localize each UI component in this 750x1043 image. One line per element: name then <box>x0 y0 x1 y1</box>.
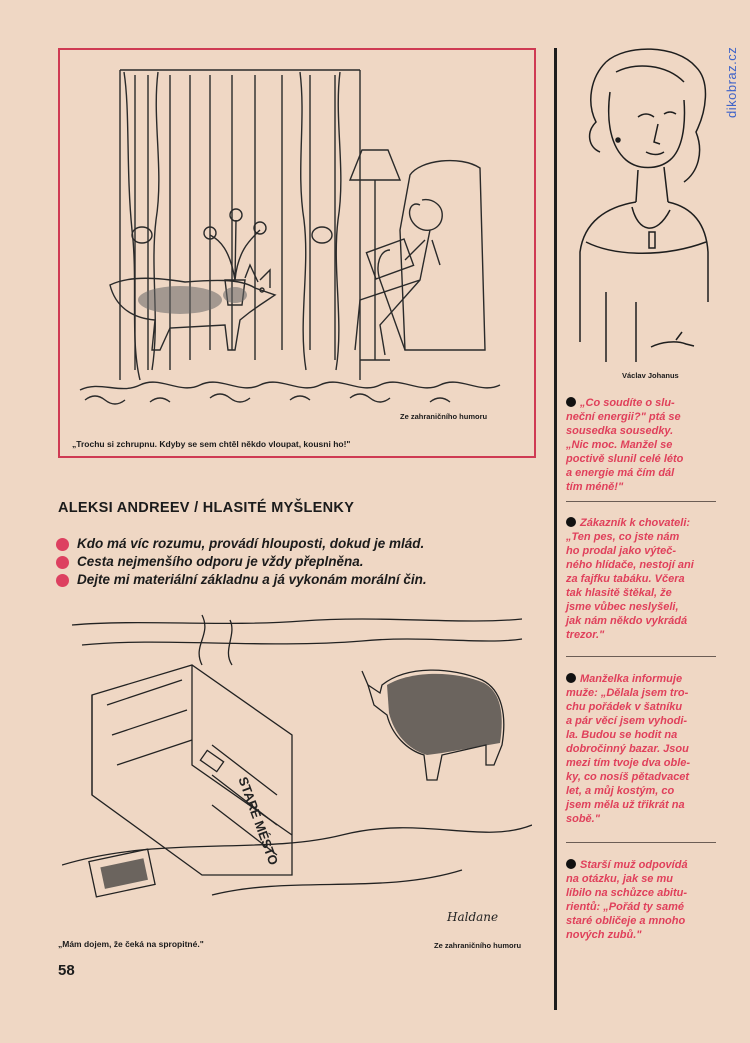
column-divider <box>554 48 557 1010</box>
joke-line: na otázku, jak se mu <box>566 873 673 885</box>
joke-line: „Co soudíte o slu- <box>580 397 675 409</box>
joke-line: Manželka informuje <box>580 673 683 685</box>
joke-line: muže: „Dělala jsem tro- <box>566 687 689 699</box>
site-watermark: dikobraz.cz <box>724 46 739 118</box>
joke-1 <box>566 396 716 494</box>
bottom-cartoon-source: Ze zahraničního humoru <box>434 941 522 950</box>
joke-separator <box>566 842 716 843</box>
joke-separator <box>566 501 716 502</box>
quote-text: Cesta nejmenšího odporu je vždy přeplněna. <box>77 554 364 569</box>
sidebar-cartoon-illustration <box>566 42 716 372</box>
quote-text: Kdo má víc rozumu, provádí hlouposti, dokud je mlád. <box>77 536 425 551</box>
joke-line: la. Budou se hodit na <box>566 729 678 741</box>
cartoon-signature: Haldane <box>447 910 499 924</box>
article-title: ALEKSI ANDREEV / HLASITÉ MYŠLENKY <box>58 500 355 516</box>
quote-item <box>56 553 536 571</box>
quote-list <box>56 535 536 589</box>
joke-line: jsme vůbec neslyšeli, <box>566 601 679 613</box>
joke-line: nových zubů." <box>566 929 642 941</box>
joke-line: „Nic moc. Manžel se <box>566 439 673 451</box>
bottom-cartoon-caption: „Mám dojem, že čeká na spropitné." <box>58 939 204 949</box>
red-bullet-icon <box>56 538 69 551</box>
joke-3 <box>566 672 716 826</box>
joke-line: rientů: „Pořád ty samé <box>566 901 684 913</box>
quote-text: Dejte mi materiální základnu a já vykonám morální čin. <box>77 572 427 587</box>
black-bullet-icon <box>566 517 576 527</box>
joke-line: sousedka sousedky. <box>566 425 674 437</box>
sidebar-cartoon-author: Václav Johanus <box>622 371 679 380</box>
joke-line: tím méně!" <box>566 481 624 493</box>
joke-line: mezi tím tvoje dva oble- <box>566 757 691 769</box>
joke-4 <box>566 858 716 942</box>
joke-line: chu pořádek v šatníku <box>566 701 683 713</box>
joke-line: neční energii?" ptá se <box>566 411 681 423</box>
bus-side-text: STARE MÉSTO <box>235 774 282 868</box>
joke-line: za fajfku tabáku. Včera <box>566 573 685 585</box>
joke-separator <box>566 656 716 657</box>
joke-line: „Ten pes, co jste nám <box>566 531 680 543</box>
top-cartoon-frame <box>58 48 536 458</box>
joke-line: poctivě slunil celé léto <box>566 453 684 465</box>
black-bullet-icon <box>566 859 576 869</box>
bottom-cartoon-illustration <box>62 605 532 930</box>
red-bullet-icon <box>56 556 69 569</box>
black-bullet-icon <box>566 397 576 407</box>
joke-2 <box>566 516 716 642</box>
joke-line: jsem měla už třikrát na <box>566 799 685 811</box>
joke-line: Zákazník k chovateli: <box>580 517 691 529</box>
black-bullet-icon <box>566 673 576 683</box>
joke-line: Starší muž odpovídá <box>580 859 688 871</box>
joke-line: ky, co nosíš pětadvacet <box>566 771 690 783</box>
joke-line: trezor." <box>566 629 605 641</box>
page-number: 58 <box>58 962 75 979</box>
joke-line: a energie má čím dál <box>566 467 675 479</box>
red-bullet-icon <box>56 574 69 587</box>
joke-line: a pár věcí jsem vyhodi- <box>566 715 688 727</box>
top-cartoon-caption: „Trochu si zchrupnu. Kdyby se sem chtěl někdo vloupat, kousni ho!" <box>72 439 351 449</box>
joke-line: ného hlídače, nestojí ani <box>566 559 694 571</box>
top-cartoon-illustration <box>60 50 534 456</box>
joke-line: staré obličeje a mnoho <box>566 915 686 927</box>
quote-item <box>56 571 536 589</box>
joke-line: sobě." <box>566 813 600 825</box>
quote-item <box>56 535 536 553</box>
joke-line: dobročinný bazar. Jsou <box>566 743 689 755</box>
joke-line: líbilo na schůzce abitu- <box>566 887 688 899</box>
joke-line: tak hlasitě štěkal, že <box>566 587 672 599</box>
joke-line: jak nám někdo vykrádá <box>566 615 688 627</box>
top-cartoon-source: Ze zahraničního humoru <box>400 412 488 421</box>
joke-line: let, a můj kostým, co <box>566 785 675 797</box>
joke-line: ho prodal jako výteč- <box>566 545 677 557</box>
